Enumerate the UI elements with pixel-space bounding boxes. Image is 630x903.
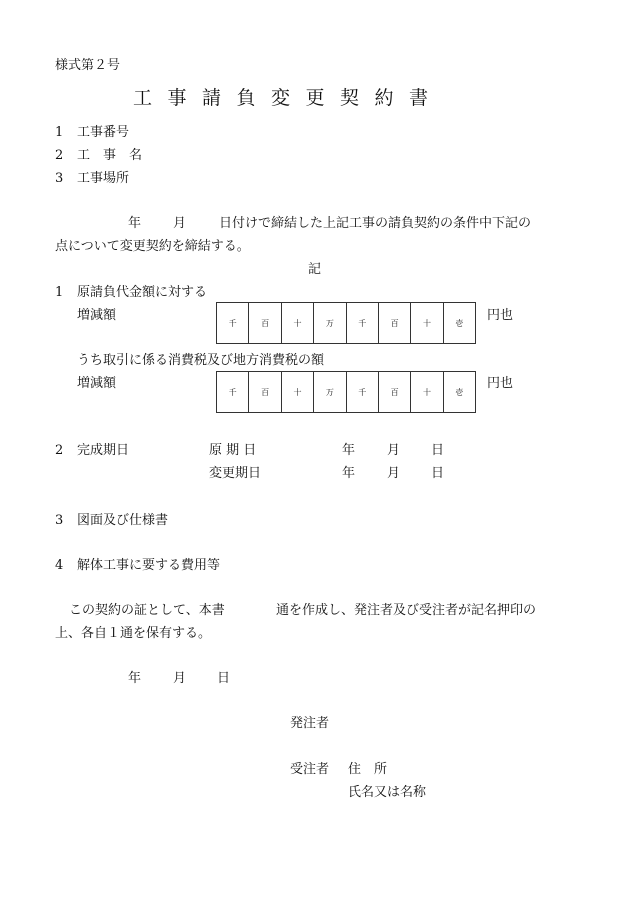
section4-label: 解体工事に要する費用等 (77, 558, 221, 573)
closing-line2: 上、各自１通を保有する。 (55, 626, 212, 641)
document-title: 工事請負変更契約書 (133, 87, 444, 109)
intro-month: 月 (173, 216, 187, 231)
changed-day: 日 (431, 466, 445, 481)
section1-sub-heading: うち取引に係る消費税及び地方消費税の額 (77, 353, 325, 368)
original-year: 年 (342, 443, 356, 458)
changed-month: 月 (387, 466, 401, 481)
digit-cell: 万 (313, 372, 345, 412)
date-month: 月 (173, 671, 187, 686)
digit-cell: 千 (228, 387, 237, 397)
changed-year: 年 (342, 466, 356, 481)
digit-cell: 千 (228, 318, 237, 328)
contractor-name-label: 氏名又は名称 (348, 785, 427, 800)
amount-grid-2 (216, 371, 476, 413)
info-num-3: 3 (55, 171, 64, 186)
section3-label: 図面及び仕様書 (77, 513, 169, 528)
info-label-3: 工事場所 (77, 171, 130, 186)
digit-cell: 十 (410, 372, 442, 412)
info-num-1: 1 (55, 125, 64, 140)
section1-heading: 原請負代金額に対する (77, 285, 208, 300)
orderer-label: 発注者 (290, 716, 330, 731)
section2-label: 完成期日 (77, 443, 130, 458)
digit-cell: 百 (248, 372, 280, 412)
intro-line2: 点について変更契約を締結する。 (55, 239, 250, 254)
original-day: 日 (431, 443, 445, 458)
original-month: 月 (387, 443, 401, 458)
amount-grid-1 (216, 302, 476, 344)
form-label: 様式第２号 (55, 58, 121, 73)
date-day: 日 (217, 671, 231, 686)
contractor-label: 受注者 (290, 762, 330, 777)
date-year: 年 (128, 671, 142, 686)
digit-cell: 百 (248, 303, 280, 343)
digit-cell: 十 (281, 303, 313, 343)
closing-line1b: 通を作成し、発注者及び受注者が記名押印の (276, 603, 537, 618)
digit-cell: 十 (410, 303, 442, 343)
intro-year: 年 (128, 216, 142, 231)
contractor-address-label: 住 所 (348, 762, 388, 777)
section1-num: 1 (55, 285, 64, 300)
changed-date-label: 変更期日 (209, 466, 262, 481)
section1-row1-label: 増減額 (77, 308, 117, 323)
digit-cell: 壱 (443, 303, 475, 343)
yen-suffix-2: 円也 (487, 376, 514, 391)
intro-line1: 日付けで締結した上記工事の請負契約の条件中下記の (219, 216, 532, 231)
section4-num: 4 (55, 558, 64, 573)
digit-cell: 百 (378, 303, 410, 343)
info-label-2: 工 事 名 (77, 148, 143, 163)
info-num-2: 2 (55, 148, 64, 163)
section3-num: 3 (55, 513, 64, 528)
digit-cell: 千 (346, 303, 378, 343)
digit-cell: 十 (281, 372, 313, 412)
original-date-label: 原 期 日 (209, 443, 257, 458)
closing-line1a: この契約の証として、本書 (69, 603, 225, 618)
info-label-1: 工事番号 (77, 125, 130, 140)
digit-cell: 百 (378, 372, 410, 412)
digit-cell: 壱 (443, 372, 475, 412)
section1-row2-label: 増減額 (77, 376, 117, 391)
ki-heading: 記 (308, 262, 322, 277)
digit-cell: 千 (346, 372, 378, 412)
section2-num: 2 (55, 443, 64, 458)
yen-suffix-1: 円也 (487, 308, 514, 323)
digit-cell: 万 (313, 303, 345, 343)
